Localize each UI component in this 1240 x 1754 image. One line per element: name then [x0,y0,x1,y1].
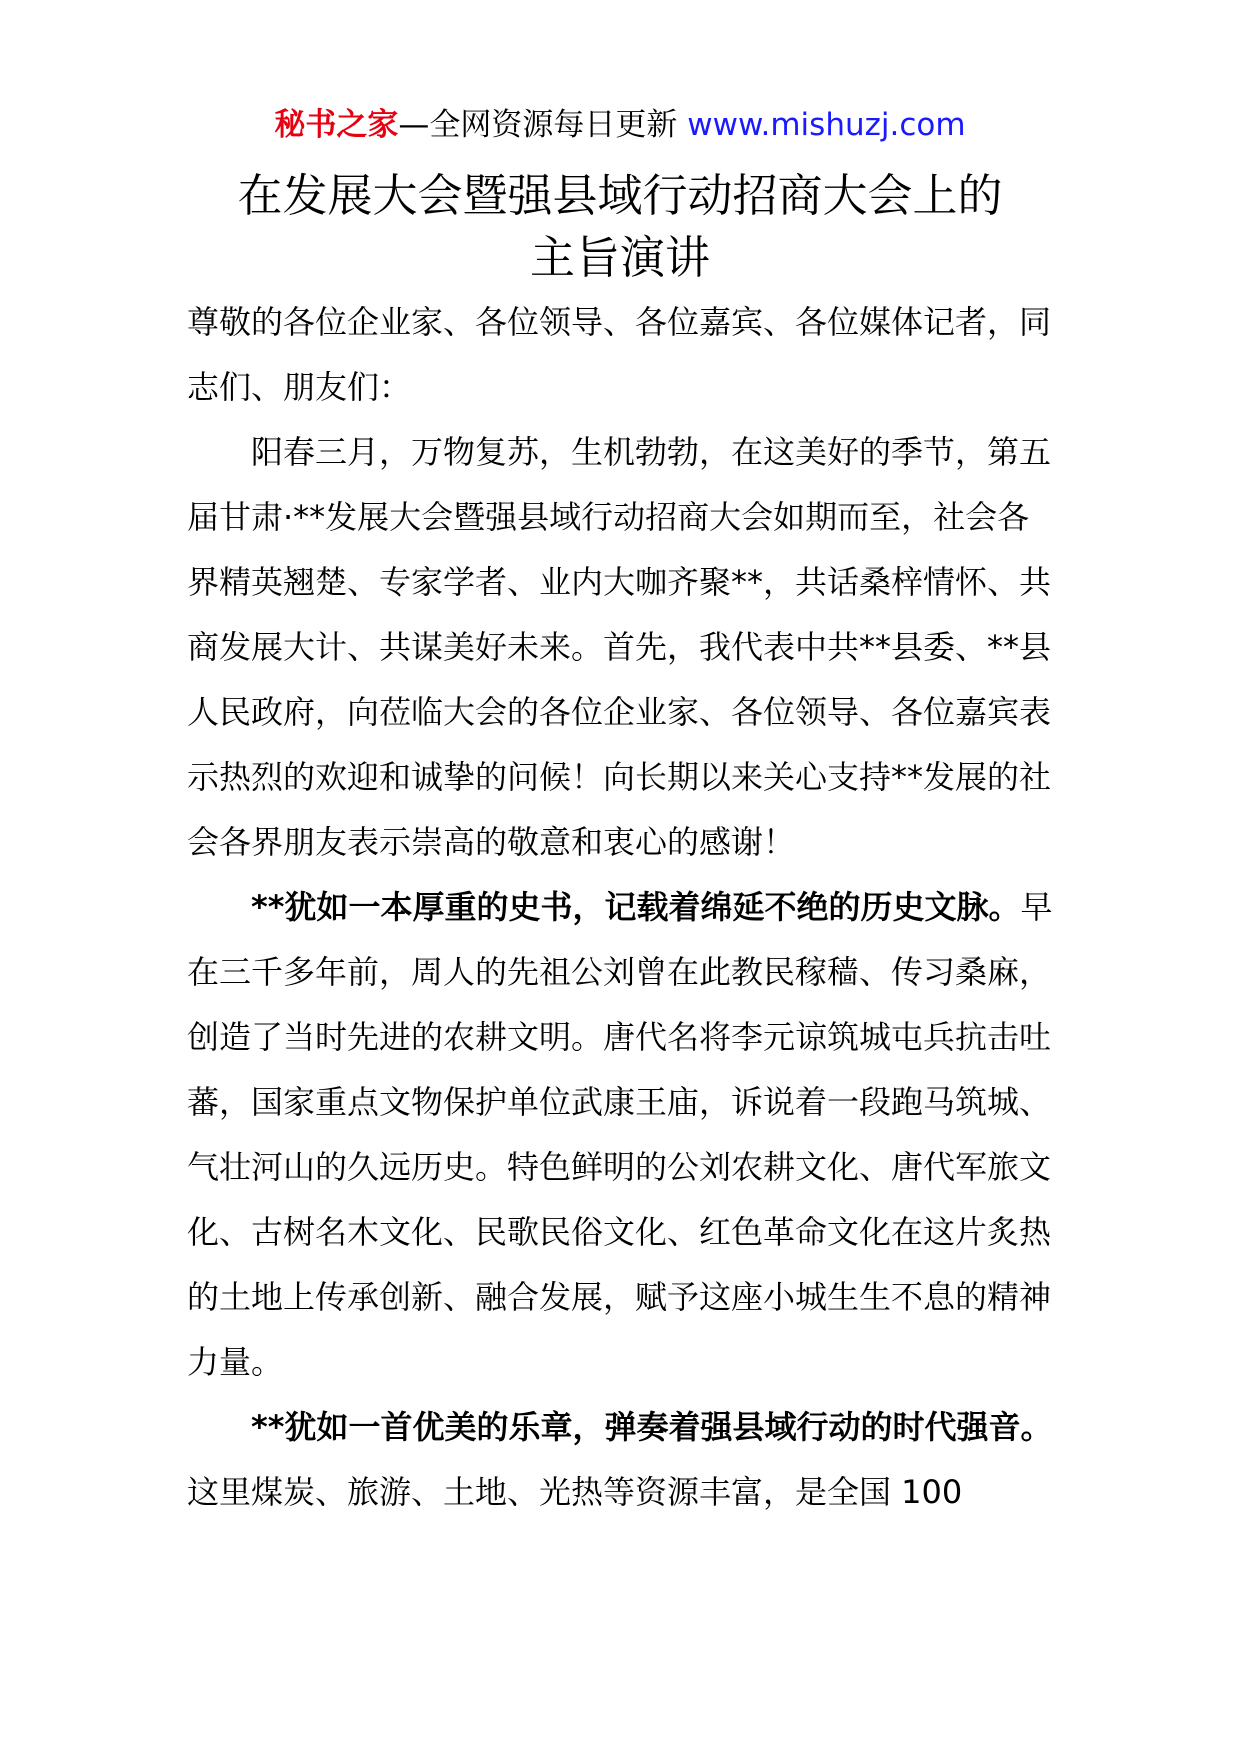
header-tagline: —全网资源每日更新 [398,107,678,143]
paragraph-history [187,875,1057,1395]
document-body [187,290,1057,1525]
salutation: 尊敬的各位企业家、各位领导、各位嘉宾、各位媒体记者，同志们、朋友们： [187,303,1052,406]
title-line-1: 在发展大会暨强县域行动招商大会上的 [237,169,1003,222]
paragraph-opening: 阳春三月，万物复苏，生机勃勃，在这美好的季节，第五届甘肃·**发展大会暨强县域行动招商大会如期而至，社会各界精英翘楚、专家学者、业内大咖齐聚**，共话桑梓情怀、共商发展大计、共谋美好未来。首先，我代表中共**县委、**县人民政府，向莅临大会的各位企业家、各位领导、各位嘉宾表示热烈的欢迎和诚挚的问候！向长期以来关心支持**发展的社会各界朋友表示崇高的敬意和衷心的感谢！ [187,433,1052,861]
page-header [0,104,1240,146]
paragraph-development-text: 这里煤炭、旅游、土地、光热等资源丰富，是全国 100 [187,1473,963,1511]
site-url[interactable]: www.mishuzj.com [687,107,966,143]
brand-name: 秘书之家 [274,107,399,143]
paragraph-development-heading: **犹如一首优美的乐章，弹奏着强县域行动的时代强音。 [251,1408,1053,1446]
document-title [0,165,1240,289]
paragraph-history-heading: **犹如一本厚重的史书，记载着绵延不绝的历史文脉。 [251,888,1021,926]
title-line-2: 主旨演讲 [529,231,710,284]
paragraph-history-text: 早在三千多年前，周人的先祖公刘曾在此教民稼穑、传习桑麻，创造了当时先进的农耕文明。唐代名将李元谅筑城屯兵抗击吐蕃，国家重点文物保护单位武康王庙，诉说着一段跑马筑城、气壮河山的久远历史。特色鲜明的公刘农耕文化、唐代军旅文化、古树名木文化、民歌民俗文化、红色革命文化在这片炙热的土地上传承创新、融合发展，赋予这座小城生生不息的精神力量。 [187,888,1053,1381]
paragraph-development [187,1395,1057,1525]
